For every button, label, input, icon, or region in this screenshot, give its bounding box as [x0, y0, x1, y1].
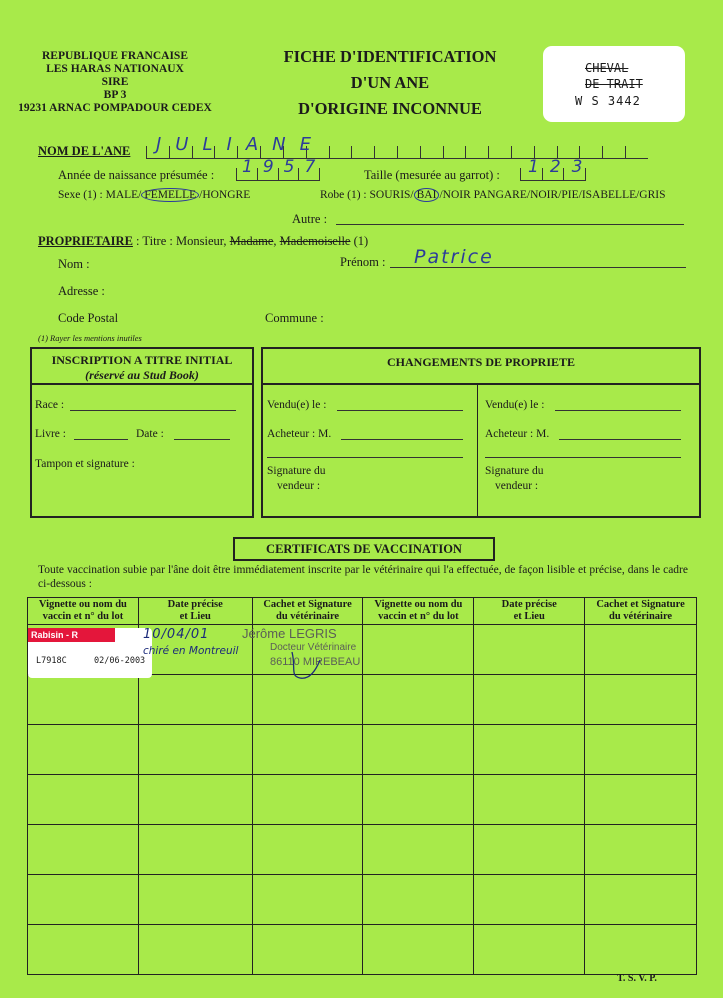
- livre-label: Livre :: [35, 428, 66, 440]
- footnote: (1) Rayer les mentions inutiles: [38, 333, 142, 343]
- name-value: JULIANE: [156, 134, 325, 155]
- owner-nom-label: Nom :: [58, 257, 90, 271]
- vet-signature: [286, 648, 326, 682]
- table-row: [28, 725, 697, 775]
- buyer-label-2: Acheteur : M.: [485, 428, 550, 440]
- vaccination-header-row: [28, 598, 697, 625]
- title-line: D'ORIGINE INCONNUE: [298, 99, 482, 118]
- stamp-number: W S 3442: [575, 94, 641, 108]
- registration-stamp: [543, 46, 685, 122]
- tampon-label: Tampon et signature :: [35, 458, 135, 470]
- signature-line: Signature du: [267, 465, 326, 477]
- sex-option-gelding[interactable]: /HONGRE: [199, 189, 251, 201]
- birth-label: Année de naissance présumée :: [58, 168, 215, 182]
- buyer-label-1: Acheteur : M.: [267, 428, 332, 440]
- height-label: Taille (mesurée au garrot) :: [364, 168, 500, 182]
- owner-label: PROPRIETAIRE: [38, 234, 133, 248]
- vaccination-intro: Toute vaccination subie par l'âne doit être immédiatement inscrite par le vétérinaire qui l'a effectuée, de façon lisible et précise, dans le cadre ci-dessous :: [38, 564, 688, 590]
- sex-field: [58, 189, 250, 201]
- coat-option-bai-circled[interactable]: BAI: [414, 188, 440, 202]
- buyer-input-1a[interactable]: [341, 439, 463, 440]
- owner-title-mademoiselle[interactable]: Mademoiselle: [279, 234, 351, 248]
- other-input-line[interactable]: [336, 224, 684, 225]
- birth-value: 1957: [242, 157, 326, 177]
- vet-name: Jérôme LEGRIS: [242, 626, 337, 641]
- owner-title-madame[interactable]: Madame: [229, 234, 274, 248]
- race-input-line[interactable]: [70, 410, 236, 411]
- date-label: Date :: [136, 428, 164, 440]
- ownership-changes-title: CHANGEMENTS DE PROPRIETE: [263, 349, 699, 385]
- vaccine-lot-date: 02/06-2003: [94, 656, 146, 666]
- issuer-block: [10, 50, 220, 115]
- vaccine-sticker: [28, 628, 152, 678]
- sex-label: Sexe (1) :: [58, 189, 103, 201]
- vaccine-lot: L7918C: [36, 656, 67, 666]
- signature-label-2: [485, 464, 543, 494]
- vet-title: Docteur Vétérinaire: [270, 642, 357, 653]
- livre-input-line[interactable]: [74, 439, 128, 440]
- col-header-date: Date précise et Lieu: [138, 598, 252, 625]
- buyer-input-2a[interactable]: [559, 439, 681, 440]
- ownership-divider: [477, 385, 478, 516]
- table-row: [28, 825, 697, 875]
- form-title: [255, 44, 525, 122]
- owner-title-suffix: (1): [350, 234, 369, 248]
- other-label: Autre :: [292, 212, 328, 226]
- issuer-line: 19231 ARNAC POMPADOUR CEDEX: [18, 102, 212, 114]
- sold-date-label-1: Vendu(e) le :: [267, 399, 327, 411]
- col-header-cachet: Cachet et Signature du vétérinaire: [585, 598, 697, 625]
- owner-title-sep: ,: [273, 234, 280, 248]
- sold-date-label-2: Vendu(e) le :: [485, 399, 545, 411]
- col-header-cachet: Cachet et Signature du vétérinaire: [252, 598, 363, 625]
- issuer-line: REPUBLIQUE FRANCAISE: [41, 50, 188, 62]
- signature-line: Signature du: [485, 465, 544, 477]
- owner-adresse-label: Adresse :: [58, 284, 105, 298]
- vaccination-date: 10/04/01: [143, 627, 210, 642]
- owner-title-row: [38, 234, 368, 249]
- vaccine-brand: Rabisin - R: [28, 628, 115, 642]
- vaccination-place: chiré en Montreuil: [143, 645, 239, 657]
- owner-prenom-label: Prénom :: [340, 255, 386, 269]
- owner-commune-label: Commune :: [265, 311, 324, 325]
- inscription-subtitle: (réservé au Stud Book): [85, 368, 199, 382]
- buyer-input-1b[interactable]: [267, 457, 463, 458]
- coat-option-souris[interactable]: SOURIS/: [369, 189, 414, 201]
- coat-label: Robe (1) :: [320, 189, 367, 201]
- page-turn-note: T. S. V. P.: [617, 973, 657, 984]
- vet-address: 86110 MIREBEAU: [270, 656, 361, 668]
- table-row: [28, 875, 697, 925]
- col-header-date: Date précise et Lieu: [474, 598, 585, 625]
- owner-title-prefix: : Titre : Monsieur,: [132, 234, 230, 248]
- owner-cp-label: Code Postal: [58, 311, 119, 325]
- sold-date-input-2[interactable]: [555, 410, 681, 411]
- coat-option-others[interactable]: /NOIR PANGARE/NOIR/PIE/ISABELLE/GRIS: [439, 189, 666, 201]
- signature-line: vendeur :: [495, 480, 539, 492]
- issuer-line: SIRE: [101, 76, 129, 88]
- name-label: NOM DE L'ANE: [38, 144, 131, 158]
- stamp-line: DE TRAIT: [585, 77, 643, 91]
- signature-label-1: [267, 464, 325, 494]
- sex-option-male[interactable]: MALE/: [105, 189, 142, 201]
- inscription-box: [30, 347, 254, 518]
- inscription-title: INSCRIPTION A TITRE INITIAL: [51, 353, 233, 367]
- signature-line: vendeur :: [277, 480, 321, 492]
- height-value: 123: [528, 157, 594, 177]
- sold-date-input-1[interactable]: [337, 410, 463, 411]
- vaccination-title: CERTIFICATS DE VACCINATION: [233, 537, 495, 561]
- prenom-value: Patrice: [414, 246, 494, 268]
- coat-field: [320, 189, 666, 201]
- date-input-line[interactable]: [174, 439, 230, 440]
- table-row: [28, 925, 697, 975]
- race-label: Race :: [35, 399, 65, 411]
- col-header-vignette: Vignette ou nom du vaccin et n° du lot: [28, 598, 139, 625]
- buyer-input-2b[interactable]: [485, 457, 681, 458]
- table-row: [28, 675, 697, 725]
- title-line: D'UN ANE: [350, 73, 430, 92]
- title-line: FICHE D'IDENTIFICATION: [283, 47, 497, 66]
- issuer-line: BP 3: [103, 89, 127, 101]
- sex-option-female-circled[interactable]: FEMELLE: [141, 188, 199, 202]
- table-row: [28, 775, 697, 825]
- stamp-line: CHEVAL: [585, 61, 629, 75]
- issuer-line: LES HARAS NATIONAUX: [46, 63, 184, 75]
- col-header-vignette: Vignette ou nom du vaccin et n° du lot: [363, 598, 474, 625]
- ownership-changes-box: [261, 347, 701, 518]
